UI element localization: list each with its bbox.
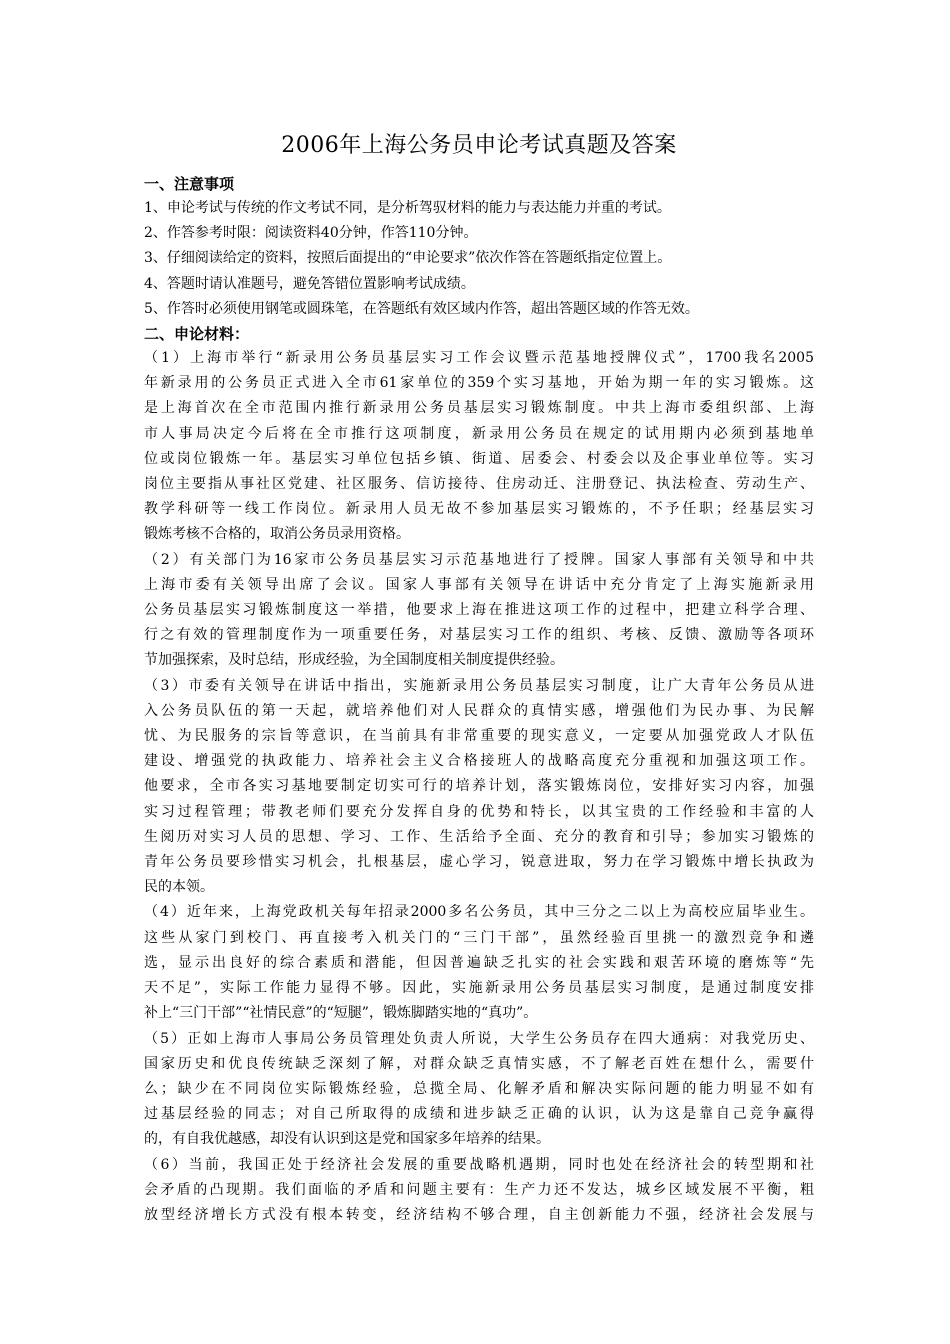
paragraph-line: 上海市委有关领导出席了会议。国家人事部有关领导在讲话中充分肯定了上海实施新录用 [144,576,814,593]
material-paragraph-3 [144,674,814,901]
paragraph-line: 的，有自我优越感，却没有认识到这是党和国家多年培养的结果。 [144,1131,550,1148]
paragraph-line: 民的本领。 [144,879,214,896]
paragraph-line: 这些从家门到校门、再直接考入机关门的“三门干部”，虽然经验百里挑一的激烈竞争和遴 [144,929,814,946]
paragraph-line: 是上海首次在全市范围内推行新录用公务员基层实习锻炼制度。中共上海市委组织部、上海 [144,400,814,417]
material-paragraph-2 [144,548,814,674]
paragraph-line: 行之有效的管理制度作为一项重要任务，对基层实习工作的组织、考核、反馈、激励等各项环 [144,627,814,644]
note-item: 1、申论考试与传统的作文考试不同，是分析驾驭材料的能力与表达能力并重的考试。 [144,200,671,216]
paragraph-line: （2）有关部门为16家市公务员基层实习示范基地进行了授牌。国家人事部有关领导和中共 [144,551,814,568]
paragraph-line: 锻炼考核不合格的，取消公务员录用资格。 [144,526,410,543]
paragraph-line: （4）近年来，上海党政机关每年招录2000多名公务员，其中三分之二以上为高校应届毕业生。 [144,904,814,921]
section-notes [144,172,814,322]
note-item: 5、作答时必须使用钢笔或圆珠笔，在答题纸有效区域内作答，超出答题区域的作答无效。 [144,300,699,317]
paragraph-line: 节加强探索，及时总结，形成经验，为全国制度相关制度提供经验。 [144,652,564,669]
note-item: 4、答题时请认准题号，避免答错位置影响考试成绩。 [144,275,475,292]
paragraph-line: 青年公务员要珍惜实习机会，扎根基层，虚心学习，锐意进取，努力在学习锻炼中增长执政为 [144,854,814,871]
paragraph-line: 过基层经验的同志；对自己所取得的成绩和进步缺乏正确的认识，认为这是靠自己竞争赢得 [144,1106,814,1123]
paragraph-line: 生阅历对实习人员的思想、学习、工作、生活给予全面、充分的教育和引导；参加实习锻炼的 [144,828,814,845]
paragraph-line: 建设、增强党的执政能力、培养社会主义合格接班人的战略高度充分重视和加强这项工作。 [144,753,814,770]
paragraph-line: 补上“三门干部”“社情民意”的“短腿”，锻炼脚踏实地的“真功”。 [144,1005,538,1022]
paragraph-line: 他要求，全市各实习基地要制定切实可行的培养计划，落实锻炼岗位，安排好实习内容，加强 [144,778,814,795]
paragraph-line: 忧、为民服务的宗旨等意识，在当前具有非常重要的现实意义，一定要从加强党政人才队伍 [144,728,814,745]
paragraph-line: 实习过程管理；带教老师们要充分发挥自身的优势和特长，以其宝贵的工作经验和丰富的人 [144,803,814,820]
paragraph-line: （1）上海市举行“新录用公务员基层实习工作会议暨示范基地授牌仪式”，1700我名2005 [144,350,814,367]
paragraph-line: （3）市委有关领导在讲话中指出，实施新录用公务员基层实习制度，让广大青年公务员从进 [144,677,814,694]
material-paragraph-5 [144,1027,814,1153]
paragraph-line: 公务员基层实习锻炼制度这一举措，他要求上海在推进这项工作的过程中，把建立科学合理、 [144,602,814,619]
paragraph-line: 位或岗位锻炼一年。基层实习单位包括乡镇、街道、居委会、村委会以及企事业单位等。实习 [144,450,814,467]
material-paragraph-6 [144,1153,814,1229]
paragraph-line: 市人事局决定今后将在全市推行这项制度，新录用公务员在规定的试用期内必须到基地单 [144,425,814,442]
paragraph-line: 教学科研等一线工作岗位。新录用人员无故不参加基层实习锻炼的，不予任职；经基层实习 [144,501,814,518]
paragraph-line: 天不足”，实际工作能力显得不够。因此，实施新录用公务员基层实习制度，是通过制度安排 [144,980,814,997]
section-materials-heading: 二、申论材料： [144,325,250,344]
paragraph-line: 国家历史和优良传统缺乏深刻了解，对群众缺乏真情实感，不了解老百姓在想什么，需要什 [144,1055,814,1072]
paragraph-line: 么；缺少在不同岗位实际锻炼经验，总揽全局、化解矛盾和解决实际问题的能力明显不如有 [144,1080,814,1097]
document-page [144,130,814,1228]
paragraph-line: 岗位主要指从事社区党建、社区服务、信访接待、住房动迁、注册登记、执法检查、劳动生产、 [144,476,814,493]
material-paragraph-1 [144,346,814,548]
document-title: 2006年上海公务员申论考试真题及答案 [281,133,677,158]
paragraph-line: 会矛盾的凸现期。我们面临的矛盾和问题主要有：生产力还不发达，城乡区域发展不平衡，粗 [144,1181,814,1198]
note-item: 3、仔细阅读给定的资料，按照后面提出的“申论要求”依次作答在答题纸指定位置上。 [144,250,672,267]
paragraph-line: （5）正如上海市人事局公务员管理处负责人所说，大学生公务员存在四大通病：对我党历史、 [144,1030,814,1047]
paragraph-line: 年新录用的公务员正式进入全市61家单位的359个实习基地，开始为期一年的实习锻炼。这 [144,375,814,392]
section-materials [144,322,814,1228]
paragraph-line: （6）当前，我国正处于经济社会发展的重要战略机遇期，同时也处在经济社会的转型期和社 [144,1156,814,1173]
paragraph-line: 放型经济增长方式没有根本转变，经济结构不够合理，自主创新能力不强，经济社会发展与 [144,1206,814,1223]
note-item: 2、作答参考时限：阅读资料40分钟，作答110分钟。 [144,225,478,242]
section-notes-heading: 一、注意事项 [144,175,235,193]
material-paragraph-4 [144,900,814,1026]
paragraph-line: 选，显示出良好的综合素质和潜能，但因普遍缺乏扎实的社会实践和艰苦环境的磨炼等“先 [144,954,814,971]
paragraph-line: 入公务员队伍的第一天起，就培养他们对人民群众的真情实感，增强他们为民办事、为民解 [144,702,814,719]
